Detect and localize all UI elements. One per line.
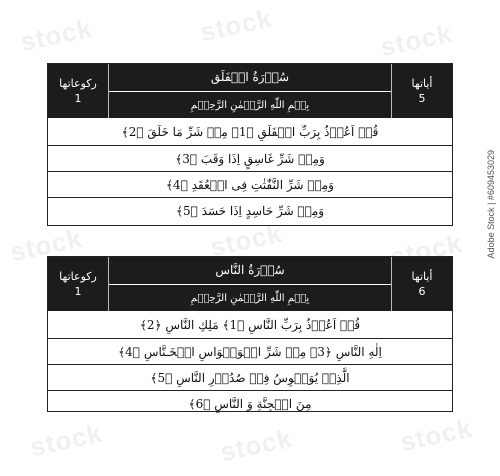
surah-header [48, 64, 452, 119]
watermark: stock [7, 222, 86, 268]
verse-row: قُلۡ اَعُوۡذُ بِرَبِّ الۡفَلَقِ ﴿1﴾ مِنۡ شَرِّ مَا خَلَقَ ﴿2﴾ [121, 125, 379, 139]
stock-credit: Adobe Stock | #609453029 [486, 150, 496, 259]
ayat-count: 6 [418, 285, 426, 298]
surah-title-cell [109, 257, 391, 311]
watermark: stock [27, 417, 106, 463]
watermark: stock [197, 2, 276, 48]
bismillah: بِسۡمِ اللّٰهِ الرَّحۡمٰنِ الرَّحِيۡمِ [190, 293, 310, 304]
rukus-label: رکوعاتھا [59, 77, 97, 90]
watermark: stock [17, 12, 96, 58]
verse-row: وَمِنۡ شَرِّ حَاسِدٍ اِذَا حَسَدَ ﴿5﴾ [48, 197, 452, 223]
watermark: stock [397, 412, 476, 458]
verse-row: اِلٰهِ النَّاسِ ﴿3﴾ مِنۡ شَرِّ الۡوَسۡوَاسِ الۡخَـنَّاسِ ﴿4﴾ [48, 338, 452, 364]
ayat-cell [391, 257, 452, 311]
watermark: stock [207, 217, 286, 263]
surah-header [48, 257, 452, 312]
verse-row: الَّذِىۡ يُوَسۡوِسُ فِىۡ صُدُوۡرِ النَّاسِ ﴿5﴾ [48, 364, 452, 390]
verse-row: وَمِنۡ شَرِّ النَّفّٰثٰتِ فِى الۡعُقَدِ ﴿4﴾ [48, 171, 452, 197]
watermark: stock [217, 422, 296, 468]
header-divider [109, 284, 391, 285]
watermark: stock [387, 227, 466, 273]
surah-name: سُوۡرَةُ النَّاس [215, 263, 285, 277]
ayat-cell [391, 64, 452, 118]
surah-table-nas [47, 256, 453, 412]
rukus-cell [48, 257, 109, 311]
rukus-cell [48, 64, 109, 118]
ayat-count: 5 [418, 92, 426, 105]
surah-title-cell [109, 64, 391, 118]
ayat-label: أیاتها [411, 77, 433, 90]
rukus-label: رکوعاتھا [59, 270, 97, 283]
verse-row: مِنَ الۡجِنَّةِ وَ النَّاسِ ﴿6﴾ [48, 390, 452, 416]
bismillah: بِسۡمِ اللّٰهِ الرَّحۡمٰنِ الرَّحِيۡمِ [190, 100, 310, 111]
verse-row: وَمِنۡ شَرِّ غَاسِقٍ اِذَا وَقَبَ ﴿3﴾ [48, 145, 452, 171]
verse-row: قُلۡ اَعُوۡذُ بِرَبِّ النَّاسِ ﴿1﴾ مَلِكِ النَّاسِ ﴿2﴾ [139, 318, 361, 332]
rukus-count: 1 [74, 285, 82, 298]
header-divider [109, 91, 391, 92]
surah-name: سُوۡرَةُ الۡفَلَق [210, 70, 290, 84]
ayat-label: أیاتها [411, 270, 433, 283]
surah-table-falaq [47, 63, 453, 226]
rukus-count: 1 [74, 92, 82, 105]
watermark: stock [377, 17, 456, 63]
